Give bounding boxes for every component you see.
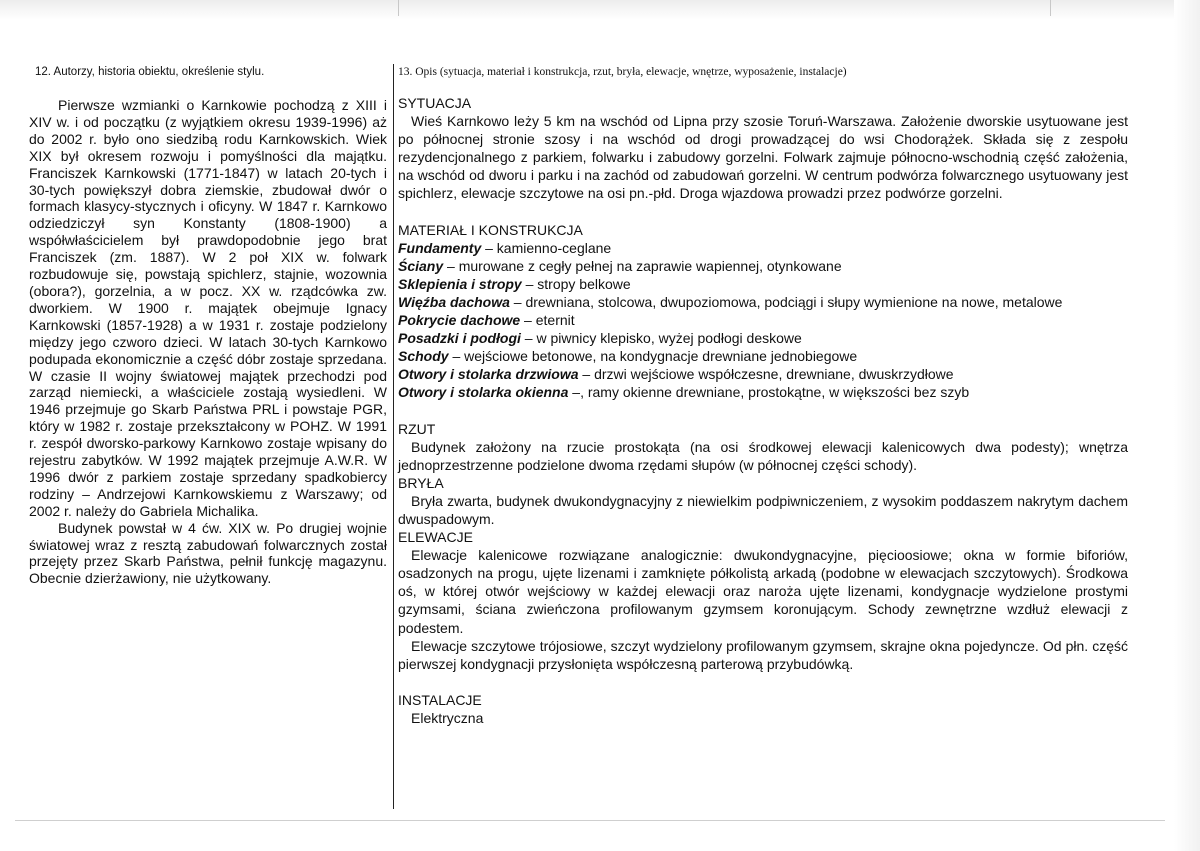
column-divider bbox=[393, 64, 394, 809]
fold-mark bbox=[398, 0, 399, 16]
plan-text: Budynek założony na rzucie prostokąta (na osi środkowej elewacji kalenicowych dwa podesty); wnętrza jednoprzestrzenne podzielone dwoma rzędami słupów (w północnej części schody). bbox=[398, 438, 1128, 473]
material-label: Więźba dachowa bbox=[398, 293, 510, 310]
installations-heading: INSTALACJE bbox=[398, 691, 482, 708]
material-value: – wejściowe betonowe, na kondygnacje drewniane jednobiegowe bbox=[448, 348, 858, 365]
material-item bbox=[398, 257, 1128, 275]
material-value: – drewniana, stolcowa, dwupoziomowa, podciągi i słupy wymienione na nowe, metalowe bbox=[509, 293, 1063, 310]
material-heading: MATERIAŁ I KONSTRUKCJA bbox=[398, 221, 583, 238]
installations-text: Elektryczna bbox=[411, 709, 484, 726]
material-label: Fundamenty bbox=[398, 239, 482, 256]
section-12-header: 12. Autorzy, historia obiektu, określenie stylu. bbox=[35, 66, 265, 78]
material-item bbox=[398, 275, 1128, 293]
spacer bbox=[398, 402, 1128, 420]
elevations-text: Elewacje szczytowe trójosiowe, szczyt wydzielony profilowanym gzymsem, skrajne okna pojedyncze. Od płn. część pierwszej kondygnacji przysłonięta współczesną parterową przybudówką. bbox=[398, 637, 1128, 672]
material-item bbox=[398, 365, 1128, 383]
elevations-text: Elewacje kalenicowe rozwiązane analogicznie: dwukondygnacyjne, pięcioosiowe; okna w formie biforiów, osadzonych na progu, ujęte lizenami i zamknięte półkolistą arkadą (podobne w elewacjach szczytowych). Środkowa oś, w której otwór wejściowy w każdej elewacji oraz naroża ujęte lizenami, kondygnacje wydzielone prostymi gzymsami, ściana zwieńczona profilowanym gzymsem koronującym. Schody zewnętrzne wzdłuż elewacji z podestem. bbox=[398, 547, 1128, 636]
history-paragraph: Budynek powstał w 4 ćw. XIX w. Po drugiej wojnie światowej wraz z resztą zabudowań folwarcznych został przejęty przez Skarb Państwa, pełnił funkcję magazynu. Obecnie dzierżawiony, nie użytkowany. bbox=[29, 519, 387, 587]
material-label: Ściany bbox=[398, 257, 444, 274]
situation-text: Wieś Karnkowo leży 5 km na wschód od Lipna przy szosie Toruń-Warszawa. Założenie dworskie usytuowane jest po północnej stronie szosy i na wschód od drogi prowadzącej do wsi Chodorążek. Składa się z zespołu rezydencjonalnego z parkiem, folwarku i zabudowy gorzelni. Folwark zajmuje północno-wschodnią część założenia, na wschód od dworu i parku i na zachód od zabudowań gorzelni. W centrum podwórza folwarcznego usytuowany jest spichlerz, elewacje szczytowe na osi pn.-płd. Droga wjazdowa prowadzi przez podwórze gorzelni. bbox=[398, 113, 1128, 202]
material-item bbox=[398, 347, 1128, 365]
material-value: – eternit bbox=[520, 312, 575, 329]
section-13-header: 13. Opis (sytuacja, materiał i konstrukcja, rzut, bryła, elewacje, wnętrze, wyposażenie, instalacje) bbox=[398, 66, 847, 78]
bottom-border-line bbox=[15, 820, 1165, 821]
spacer bbox=[398, 673, 1128, 691]
material-item bbox=[398, 383, 1128, 401]
scan-shadow-top bbox=[0, 0, 1200, 20]
history-column bbox=[29, 97, 387, 587]
mass-heading: BRYŁA bbox=[398, 474, 444, 491]
material-value: – murowane z cegły pełnej na zaprawie wapiennej, otynkowane bbox=[443, 257, 842, 274]
material-value: –, ramy okienne drewniane, prostokątne, w większości bez szyb bbox=[568, 384, 970, 401]
fold-mark bbox=[1050, 0, 1051, 16]
material-value: – kamienno-ceglane bbox=[481, 239, 612, 256]
material-label: Pokrycie dachowe bbox=[398, 312, 521, 329]
spacer bbox=[398, 203, 1128, 221]
history-paragraph: Pierwsze wzmianki o Karnkowie pochodzą z XIII i XIV w. i od początku (z wyjątkiem okresu 1939-1996) aż do 2002 r. było ono siedzibą rodu Karnkowskich. Wiek XIX był okresem rozwoju i pomyślności dla majątku. Franciszek Karnkowski (1771-1847) w latach 20-tych i 30-tych powiększył dobra ziemskie, zbudował dwór o formach klasycy-stycznych i oficyny. W 1847 r. Karnkowo odziedziczył syn Konstanty (1808-1900) a współwłaścicielem był prawdopodobnie jego brat Franciszek (zm. 1887). W 2 poł XIX w. folwark rozbudowuje się, powstają spichlerz, stajnie, wozownia (obora?), gorzelnia, a w pocz. XX w. rządcówka zw. dworkiem. W 1900 r. majątek obejmuje Ignacy Karnkowski (1857-1928) a w 1931 r. zostaje podzielony między jego czworo dzieci. W latach 30-tych Karnkowo podupada ekonomicznie a część dóbr zostaje sprzedana. W czasie II wojny światowej majątek przechodzi pod zarząd niemiecki, a właściciele zostają wysiedleni. W 1946 przejmuje go Skarb Państwa PRL i powstaje PGR, który w 1982 r. zostaje przekształcony w POHZ. W 1991 r. zespół dworsko-parkowy Karnkowo zostaje wpisany do rejestru zabytków. W 1992 majątek przejmuje A.W.R. W 1996 dwór z parkiem zostaje sprzedany spadkobiercy rodziny – Andrzejowi Karnkowskiemu z Warszawy; od 2002 r. należy do Gabriela Michalika. bbox=[29, 97, 387, 519]
plan-heading: RZUT bbox=[398, 420, 436, 437]
material-item bbox=[398, 311, 1128, 329]
material-label: Sklepienia i stropy bbox=[398, 275, 522, 292]
scan-shadow-right bbox=[1174, 0, 1200, 851]
mass-text: Bryła zwarta, budynek dwukondygnacyjny z niewielkim podpiwniczeniem, z wysokim poddaszem nakrytym dachem dwuspadowym. bbox=[398, 492, 1128, 527]
material-value: – stropy belkowe bbox=[521, 275, 631, 292]
material-label: Schody bbox=[398, 348, 449, 365]
material-item bbox=[398, 293, 1128, 311]
material-label: Otwory i stolarka drzwiowa bbox=[398, 366, 579, 383]
material-label: Posadzki i podłogi bbox=[398, 330, 521, 347]
material-item bbox=[398, 329, 1128, 347]
material-value: – w piwnicy klepisko, wyżej podłogi deskowe bbox=[520, 330, 802, 347]
elevations-heading: ELEWACJE bbox=[398, 529, 473, 546]
material-value: – drzwi wejściowe współczesne, drewniane, dwuskrzydłowe bbox=[578, 366, 954, 383]
material-item bbox=[398, 239, 1128, 257]
description-column bbox=[398, 94, 1128, 727]
situation-heading: SYTUACJA bbox=[398, 95, 472, 111]
material-label: Otwory i stolarka okienna bbox=[398, 384, 569, 401]
